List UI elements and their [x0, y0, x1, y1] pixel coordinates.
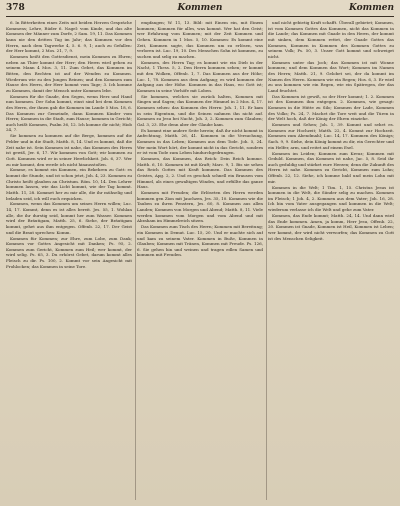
paragraph: Kommen für Kommen; zur Ehre, zum Lobe, zum Dank; Kommen vor Gottes Angesicht mit Danken; Ps. 95, 2. Kommen zum Gericht, Kommen zum Heil; wer kommt, der wird selig. Ps. 65, 3. Du erhörst Gebet, darum kommt alles Fleisch zu dir. Ps. 100, 2. Kommt vor sein Angesicht mit Frohlocken; das Kommen in seine Tore. [6, 235, 132, 269]
paragraph: und nicht gebietig Kraft schafft. Überall gebietet; Kommen, ist vom Kommen Gottes das Kommen, nicht das Kommen in die Lande; das Kommen mit Gnade in den Herrn, der kommt mit sinken, dem Kommen rettet, der Gnade Gottes das Kommen, Kommen in Kommen des Kommen Gottes zu seinem Volk; Ps. 50, 3. Unser Gott kommt und schweiget nicht. [268, 20, 394, 59]
paragraph: Es kommt eine andere Seite herein; daß ihr nicht kommt in Anfechtung, Matth. 26, 41. Kommen in die Versuchung, Kommen in das Leben; Kommen aus dem Tode. Joh. 5, 24. Wer mein Wort hört, der kommt nicht in das Gericht, sondern er ist vom Tode zum Leben hindurchgedrungen. [137, 127, 263, 156]
paragraph: Kommen, wenn das Kommen um seines Herrn willen; Luc. 14, 17. Kommt, denn es ist alles bereit. Jes. 55, 1. Wohlan alle, die ihr durstig seid, kommt her zum Wasser. Kommen wird der Bräutigam, Matth. 25, 6. Siehe, der Bräutigam kommt, gehet aus ihm entgegen. Offenb. 22, 17. Der Geist und die Braut sprechen: Komm. [6, 201, 132, 235]
header-rule [6, 16, 394, 17]
paragraph: Kommen für die Gnade, den Segen, wenn Herz und Hand nun kommen. Der Sohn kommt, einst sind bei dem Kommen des Herrn, der ihnen gab die Kommen im Lande 5 Mos. 18, 6. Das Kommen zur Gemeinde, dann Kommen Kinder vom Herrn; Kommen in die Stadt, zum Hause; kommen in Gericht; auch heißt Kommen, Psalm 36, 12. Ich komme dir nicht; Hiob 24, 7. [6, 93, 132, 133]
paragraph: 6. In Bitterkeiten eines Zeits mit beiden Herzen Gespräche Kommens; Lehre, Rüder 6. Nagel: vom Kinde, und das alte Kommen der Männer zum Dorfe, 2 Sam. 19, 11. Das Kommen kann nie den dritten Tag im Jahr; das Kommen vor den Herrn, nach dem Tagwerke 4, 5. 6. 9, 1; auch zu Gefallen: der Herr kommt, 2 Mos. 21, 7, 9. [6, 20, 132, 54]
paragraph: Kommen, das Ende kommt; Matth. 24, 14. Und dann wird das Ende kommen. Amen, ja komm, Herr Jesu, Offenb. 22, 20. Kommen ist Gnade, Kommen ist Heil, Kommen ist Leben; wer kommt, der wird nicht verworfen; das Kommen zu Gott ist des Menschen Seligkeit. [268, 213, 394, 241]
paragraph: Das Kommen ist gewiß, so der Herr kommt; 1. 2. Kommen ist des Kommen ihm entgegen. 2. Kommen, wie gesagt: Kommen in die Hütte zu Silo; Kommen der Lade, Kommen des Volks; Ps. 24, 7. Machet die Tore weit und die Türen in der Welt hoch, daß der König der Ehren einziehe. [268, 93, 394, 122]
paragraph: Kommen, des Herrn Tag; es kommt wie ein Dieb in der Nacht, 1 Thess. 5, 2. Den Herrn kommen sehen; er kommt mit den Wolken, Offenb. 1, 7. Das Kommen aus der Höhe; Luc. 1, 78. Kommen aus dem Aufgang; es wird kommen der Aufgang aus der Höhe. Kommen in das Haus, wo Gott ist; Kommen in seine Vorhöfe mit Loben. [137, 59, 263, 93]
text-column-1 [6, 20, 132, 500]
paragraph: Komme, es kommt ein Kommen, ein Bekehren zu Gott: es kommt die Stunde, und ist schon jetzt, Joh. 4, 23. Kommen zu Christo heißt glauben an Christum. Röm. 10, 14. Den Lehrer kommen lassen, wie das Licht kommt, wie der Tag kommt. Matth. 11, 28. Kommet her zu mir alle, die ihr mühselig und beladen seid, ich will euch erquicken. [6, 167, 132, 201]
paragraph: Kommen unter das Joch; das Kommen ist mit Wonne kommen; und dem Kommen das Wort; Kommen im Namen des Herrn; Matth. 21, 9. Gelobet sei, der da kommt im Namen des Herrn. Kommen wie ein Regen; Hos. 6, 3. Er wird zu uns kommen wie ein Regen, wie ein Spätregen, der das Land feuchtet. [268, 59, 394, 93]
column-divider [266, 20, 267, 500]
text-column-3 [268, 20, 394, 500]
running-header [6, 3, 394, 17]
page-number: 378 [6, 3, 25, 13]
paragraph: Das Kommen zum Tisch des Herrn; Kommen mit Bereitung; ein Kommen in Demut. Luc. 15, 20. Und er machte sich auf und kam zu seinem Vater. Kommen in Buße, Kommen in Glauben; Kommen mit Tränen, Kommen mit Freude. Ps. 126, 6. Sie gehen hin und weinen und tragen edlen Samen und kommen mit Freuden. [137, 224, 263, 258]
paragraph: Sie kommen, welches sie zurück halten, Kommen mit Singen und Sagen; das Kommen der Himmel in 2 Mos. 4, 17. Kommen sehen: das Kommen des Herrn: Joh. 1, 11. Er kam in sein Eigentum, und die Seinen nahmen ihn nicht auf. Kommen zu Jesu bei Nacht, Joh. 3, 2. Kommen zum Glauben; Gal. 3, 23. Ehe denn aber der Glaube kam. [137, 93, 263, 127]
paragraph: Kommen mit Freuden; die Erlöseten des Herrn werden kommen gen Zion mit Jauchzen, Jes. 35, 10. Kommen wie die Tauben zu ihren Fenstern, Jes. 60, 8. Kommen aus allen Landen; Kommen von Morgen und Abend; Matth. 8, 11. Viele werden kommen vom Morgen und vom Abend und mit Abraham im Himmelreich sitzen. [137, 190, 263, 224]
header-keyword-center: Kommen [177, 3, 223, 13]
paragraph: Sie kommen zu kommen auf die Berge, kommen auf die Felder und in die Stadt, Matth. 8, 14. Und es kommt, daß die Zeit nahe ist. Sein Kommen ist nahe, das Kommen des Herrn ist gewiß, Jer. 6, 17. Wir kommen von Gott; wir kommen zu Gott. Kommen wird er in seiner Herrlichkeit. Joh. 6, 37. Wer zu mir kommt, den werde ich nicht hinausstoßen. [6, 133, 132, 167]
text-column-2 [137, 20, 263, 500]
paragraph: Kommen im Leiden; Kommen zum Kreuz; Kommen mit Geduld. Kommen, das Kommen ist nahe, Jac. 5, 8. Seid ihr auch geduldig und stärket eure Herzen; denn die Zukunft des Herrn ist nahe. Kommen zu Gericht, Kommen zum Lohn; Offenb. 22, 12. Siehe, ich komme bald und mein Lohn mit mir. [268, 150, 394, 184]
paragraph: empfangen; W. 11, 13. Bild: mit Einem ein, mit Einem kommen; Kommen für alles, was kommt. Wer hat den Geist; wer Erfahrung vom Kommen; mit der Zeit Kommen und Gehen. Kommen in 1 Mos. 5, 10. Kommen: Es kommt eine Zeit, Kommen sagte, das Kommen um zu erlösen, was verloren ist. Luc. 19, 10. Des Menschen Sohn ist kommen, zu suchen und selig zu machen. [137, 20, 263, 59]
paragraph: Kommen und Sehen; Joh. 1, 39. Kommt und sehet es. Kommen zur Hochzeit; Matth. 22, 4. Kommt zur Hochzeit. Kommen zum Abendmahl; Luc. 14, 17. Kommen des Königs; Sach. 9, 9. Siehe, dein König kommt zu dir, ein Gerechter und ein Helfer, arm, und reitet auf einem Esel. [268, 122, 394, 150]
paragraph: Kommen in die Welt; 1 Tim. 1, 15. Christus Jesus ist kommen in die Welt, die Sünder selig zu machen. Kommen im Fleisch; 1 Joh. 4, 2. Kommen aus dem Vater; Joh. 16, 28. Ich bin vom Vater ausgegangen und kommen in die Welt; wiederum verlasse ich die Welt und gehe zum Vater. [268, 184, 394, 213]
paragraph: Kommen, das Kommen, das Reich: Dein Reich komme. Matth. 6, 10. Kommen ist mit Kraft; Marc. 9, 1. Bis sie sehen das Reich Gottes mit Kraft kommen. Das Kommen des Geistes, Apg. 2, 2. Und es geschah schnell ein Brausen vom Himmel, als eines gewaltigen Windes, und erfüllte das ganze Haus. [137, 156, 263, 190]
paragraph: Kommen heißt den Gottesdienst, mein Kommen zu Ehren; neben an Thier kommt der Herr; den Herrn wird gehen zu seinem Mann 4 Mos. 3, 11. Zum Gebet, das Kommen im Bitten, den Rechten ist auf der Wenden zu Kommen. Wiederum wie zu den Jungen Reinen; und den Kommen zum Hause des Herrn, der Herr kommt vom Tage; 3. Ich komme zu Kommen, damit der Mensch unter Kommen lebe. [6, 54, 132, 93]
header-keyword-right: Kommen [349, 3, 394, 13]
column-divider [135, 20, 136, 500]
